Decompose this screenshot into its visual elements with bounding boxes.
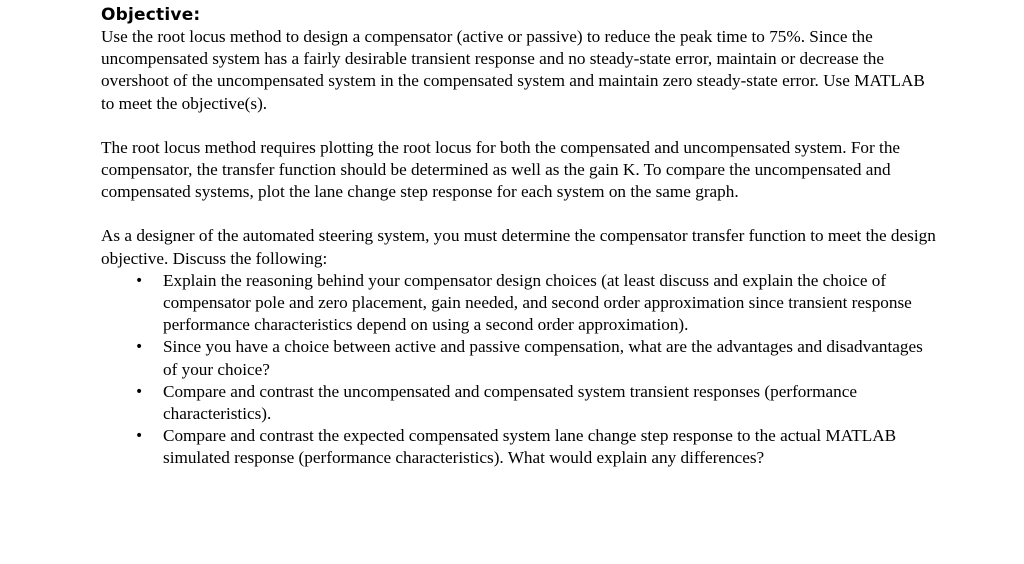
list-item-text: Since you have a choice between active and passive compensation, what are the advantages and disadvantages of your choice?: [163, 337, 923, 379]
root-locus-paragraph: The root locus method requires plotting the root locus for both the compensated and uncompensated system. For the compensator, the transfer function should be determined as well as the gain K. To compare the uncompensated and compensated systems, plot the lane change step response for each system on the same graph.: [101, 137, 901, 202]
bullet-icon: •: [135, 272, 144, 289]
designer-paragraph: As a designer of the automated steering system, you must determine the compensator transfer function to meet the design objective. Discuss the following:: [101, 226, 936, 268]
list-item: [101, 336, 941, 380]
list-item-text: Explain the reasoning behind your compensator design choices (at least discuss and explain the choice of compensator pole and zero placement, gain needed, and second order approximation since transient response performance characteristics depend on using a second order approximation).: [163, 270, 912, 335]
bullet-icon: •: [135, 339, 144, 356]
list-item: [101, 425, 941, 469]
document-page: [101, 4, 941, 470]
paragraph-spacer: [101, 115, 941, 137]
list-item-text: Compare and contrast the uncompensated and compensated system transient responses (performance characteristics).: [163, 381, 857, 424]
objective-paragraph: Use the root locus method to design a compensator (active or passive) to reduce the peak time to 75%. Since the uncompensated system has a fairly desirable transient response and no steady-state error, maintain or decrease the overshoot of the uncompensated system in the compensated system and maintain zero steady-state error. Use MATLAB to meet the objective(s).: [101, 27, 925, 113]
list-item-text: Compare and contrast the expected compensated system lane change step response to the actual MATLAB simulated response (performance characteristics). What would explain any differences?: [163, 426, 897, 468]
objective-heading: Objective:: [101, 5, 201, 25]
list-item: [101, 270, 941, 337]
discussion-list: [101, 270, 941, 470]
bullet-icon: •: [135, 383, 144, 400]
paragraph-spacer: [101, 203, 941, 225]
list-item: [101, 381, 941, 425]
bullet-icon: •: [135, 428, 144, 445]
